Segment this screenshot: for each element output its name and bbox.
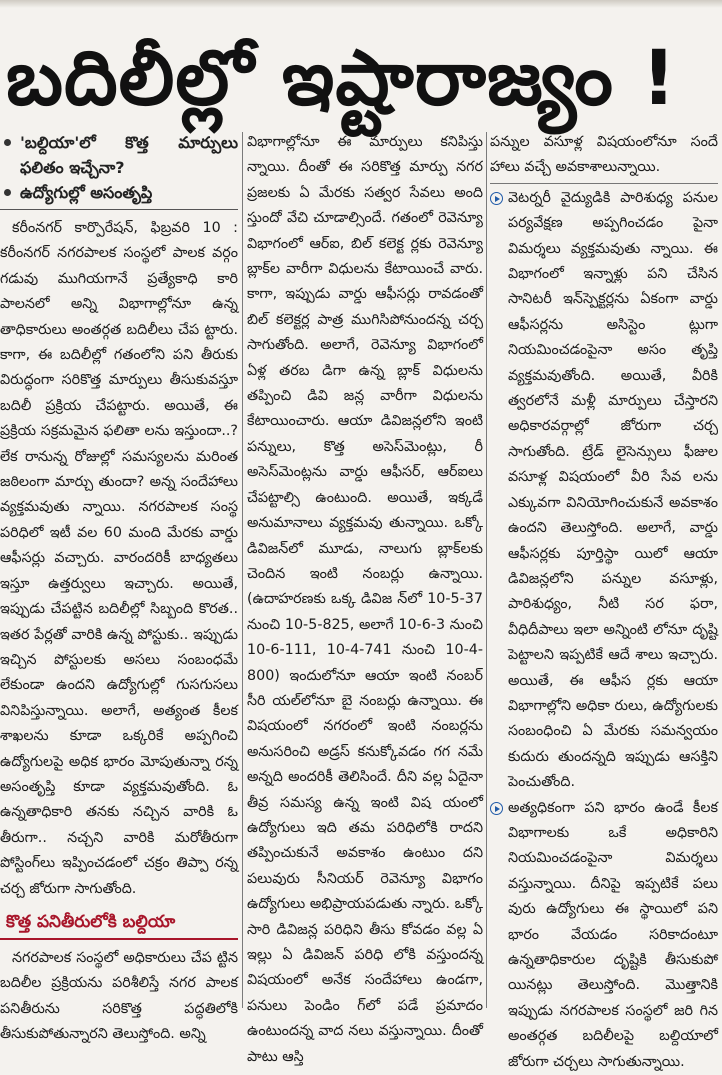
bullet-dot-icon	[4, 189, 11, 196]
bullet-point	[490, 796, 718, 1075]
paragraph: విభాగాల్లోనూ ఈ మార్పులు కనిపిస్తు న్నాయి. దీంతో ఈ సరికొత్త మార్పు నగర ప్రజలకు ఏ మేరకు సత్వర సేవలు అంది స్తుందో వేచి చూడాల్సిందే. గతంలో రెవెన్యూ విభాగంలో ఆర్‌ఐ, బిల్ కలెక్ట ర్లకు రెవెన్యూ బ్లాక్‌ల వారీగా విధులను కేటాయించే వారు. కాగా, ఇప్పుడు వార్డు ఆఫీసర్లు రావడంతో బిల్ కలెక్టర్ల పాత్ర ముగిసిపోనుందన్న చర్చ సాగుతోంది. అలాగే, రెవెన్యూ విభాగంలో ఏళ్ల తరబ డిగా ఉన్న బ్లాక్ విధులను తప్పించి డివి జన్ల వారీగా విధులను కేటాయించారు. ఆయా డివిజన్లలోని ఇంటి పన్నులు, కొత్త అసెస్‌మెంట్లు, రీ అసెస్‌మెంట్లను వార్డు ఆఫీసర్, ఆర్‌ఐలు చేపట్టాల్సి ఉంటుంది. అయితే, ఇక్కడే అనుమానాలు వ్యక్తమవు తున్నాయి. ఒక్కో డివిజన్‌లో మూడు, నాలుగు బ్లాక్‌లకు చెందిన ఇంటి నంబర్లు ఉన్నాయి. (ఉదాహరణకు ఒక్క డివిజ న్‌లో 10-5-37 నుంచి 10-5-825, అలాగే 10-6-3 నుంచి 10-6-111, 10-4-741 నుంచి 10-4-800) ఇందులోనూ ఆయా ఇంటి నంబర్ సీరి యల్‌లోనూ బై నంబర్లు ఉన్నాయి. ఈ విషయంలో నగరంలో ఇంటి నంబర్లను అనుసరించి అడ్రస్ కనుక్కోవడం గగ నమే అన్నది అందరికీ తెలిసిందే. దీని వల్ల ఏదైనా తీవ్ర సమస్య ఉన్న ఇంటి విష యంలో ఉద్యోగులు ఇది తమ పరిధిలోకి రాదని తప్పించుకునే అవకాశం ఉంటుం దని పలువురు సీనియర్ రెవెన్యూ విభాగం ఉద్యోగులు అభిప్రాయపడుతు న్నారు. ఒక్కో సారి డివిజన్ల పరిధిని తీసు కోవడం వల్ల ఏ ఇల్లు ఏ డివిజన్ పరిధి లోకి వస్తుందన్న విషయంలో అనేక సందేహాలు ఉండగా, పనులు పెండిం గ్‌లో పడే ప్రమాదం ఉంటుందన్న వాద నలు వస్తున్నాయి. దీంతో పాటు ఆస్తి	[247, 134, 483, 1065]
column-divider	[242, 132, 243, 1008]
article-column-2	[247, 130, 483, 1065]
kicker-item: 'బల్దియా'లో కొత్త మార్పులు ఫలితం ఇచ్చేనా?	[0, 130, 238, 180]
article-body	[0, 216, 238, 1048]
article-column-1	[0, 130, 238, 1043]
previous-page-strip	[0, 0, 722, 8]
paragraph: కరీంనగర్ కార్పొరేషన్, ఫిబ్రవరి 10 : కరీంనగర్ నగరపాలక సంస్థలో పాలక వర్గం గడువు ముగియగానే ప్రత్యేకాధి కారి పాలనలో అన్ని విభాగాల్లోనూ ఉన్న తాధికారులు అంతర్గత బదిలీలు చేప ట్టారు. కాగా, ఈ బదిలీల్లో గతంలోని పని తీరుకు విరుద్ధంగా సరికొత్త మార్పులు తీసుకువస్తూ బదిలీ ప్రక్రియ చేపట్టారు. అయితే, ఈ ప్రక్రియ సక్రమమైన ఫలితా లను ఇస్తుందా..? లేక రానున్న రోజుల్లో సమస్యలను మరింత జఠిలంగా మార్చు తుందా? అన్న సందేహాలు వ్యక్తమవుతు న్నాయి. నగరపాలక సంస్థ పరిధిలో ఇటీ వల 60 మంది మేరకు వార్డు ఆఫీసర్లు వచ్చారు. వారందరికీ బాధ్యతలు ఇస్తూ ఉత్తర్వులు ఇచ్చారు. అయితే, ఇప్పుడు చేపట్టిన బదిలీల్లో సిబ్బంది కొరత.. ఇతర పేర్లతో వారికి ఉన్న పోస్టుకు.. ఇప్పుడు ఇచ్చిన పోస్టులకు అసలు సంబంధమే లేకుండా ఉందని ఉద్యోగుల్లో గుసగుసలు వినిపిస్తున్నాయి. అలాగే, అత్యంత కీలక శాఖలను కూడా ఒక్కరికే అప్పగించి ఉద్యోగులపై అధిక భారం మోపుతున్నా రన్న అసంతృప్తి కూడా వ్యక్తమవుతోంది. ఓ ఉన్నతాధికారి తనకు నచ్చిన వారికి ఓ తీరుగా.. నచ్చని వారికి మరోతీరుగా పోస్టింగ్‌లు ఇప్పించడంలో చక్రం తిప్పా రన్న చర్చ జోరుగా సాగుతోంది.	[0, 220, 238, 897]
arrow-circle-icon	[490, 802, 503, 815]
bullet-text: అత్యధికంగా పని భారం ఉండే కీలక విభాగాలకు ఒకే అధికారిని నియమించడంపైనా విమర్శలు వస్తున్నాయి. దీనిపై ఇప్పటికే పలు వురు ఉద్యోగులు ఈ స్థాయిలో పని భారం వేయడం సరికాదంటూ ఉన్నతాధికారుల దృష్టికి తీసుకుపో యినట్లు తెలుస్తోంది. మొత్తానికి ఇప్పుడు నగరపాలక సంస్థలో జరి గిన అంతర్గత బదిలీలపై బల్దియాలో జోరుగా చర్చలు సాగుతున్నాయి.	[508, 799, 718, 1070]
column-divider	[486, 132, 487, 1008]
section-subhead: కొత్త పనితీరులోకి బల్దియా	[0, 910, 238, 940]
bullet-text: వెటర్నరీ వైద్యుడికి పారిశుధ్య పనుల పర్యవేక్షణ అప్పగించడం పైనా విమర్శలు వ్యక్తమవుతు న్నాయి. ఈ విభాగంలో ఇన్నాళ్లు పని చేసిన సానిటరీ ఇన్‌స్పెక్టర్లను ఏకంగా వార్డు ఆఫీసర్లను అసిస్టెం ట్లుగా నియమించడంపైనా అసం తృప్తి వ్యక్తమవుతోంది. అయితే, వీరికి త్వరలోనే మళ్లీ మార్పులు చేస్తారని అధికారవర్గాల్లో జోరుగా చర్చ సాగుతోంది. ట్రేడ్ లైసెన్సులు ఫీజుల వసూళ్ల విషయంలో వీరి సేవ లను ఎక్కువగా వినియోగించుకునే అవకాశం ఉందని తెలుస్తోంది. అలాగే, వార్డు ఆఫీసర్లకు పూర్తిస్థా యిలో ఆయా డివిజన్లలోని పన్నుల వసూళ్లు, పారిశుధ్యం, నీటి సర ఫరా, వీధిదీపాలు ఇలా అన్నింటి లోనూ దృష్టి పెట్టాలని ఇప్పటికే ఆదే శాలు ఇచ్చారు. అయితే, ఈ ఆఫీస ర్లకు ఆయా విభాగాల్లోని అధికా రులు, ఉద్యోగులకు సంబంధించి ఏ మేరకు సమన్వయం కుదురు తుందన్నది ఇప్పుడు ఆసక్తిని పెంచుతోంది.	[508, 189, 718, 791]
arrow-circle-icon	[490, 192, 503, 205]
headline: బదిలీల్లో ఇష్టారాజ్యం !	[6, 33, 678, 122]
kicker-list	[0, 130, 238, 210]
paragraph: నగరపాలక సంస్థలో అధికారులు చేప ట్టిన బదిలీల ప్రక్రియను పరిశీలిస్తే నగర పాలక పనితీరును సరికొత్త పద్ధతిలోకి తీసుకుపోతున్నారని తెలుస్తోంది. అన్ని	[0, 949, 238, 1043]
bullet-dot-icon	[4, 139, 11, 146]
article-column-3	[490, 130, 718, 1070]
paragraph: పన్నుల వసూళ్ల విషయంలోనూ సందే హాలు వచ్చే అవకాశాలున్నాయి.	[490, 130, 718, 184]
bullet-point	[490, 186, 718, 796]
kicker-item: ఉద్యోగుల్లో అసంతృప్తి	[0, 180, 238, 205]
